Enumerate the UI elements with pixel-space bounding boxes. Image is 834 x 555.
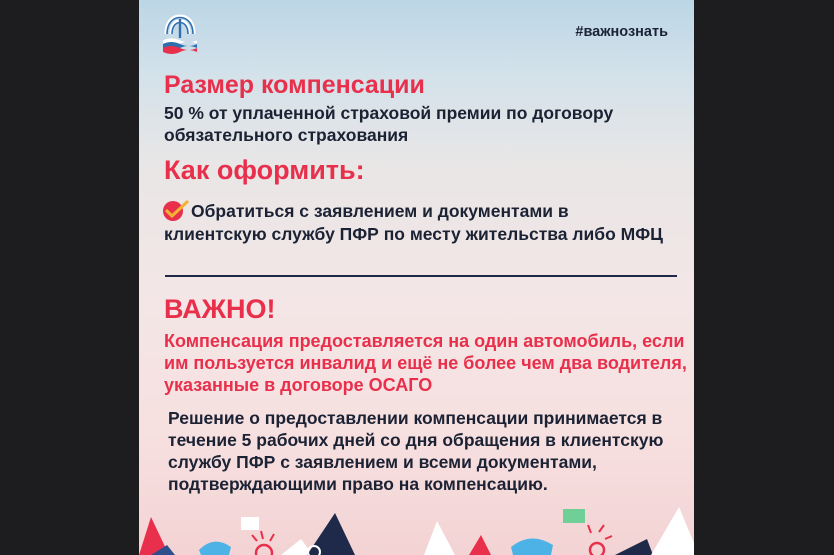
compensation-title: Размер компенсации bbox=[164, 71, 425, 99]
decision-text: Решение о предоставлении компенсации принимается в течение 5 рабочих дней со дня обращения в клиентскую службу ПФР с заявлением и всеми документами, подтверждающими право на компенсацию. bbox=[168, 408, 664, 494]
how-to-title: Как оформить: bbox=[164, 155, 365, 185]
important-text: Компенсация предоставляется на один автомобиль, если им пользуется инвалид и ещё не более чем два водителя, указанные в договоре ОСАГО bbox=[164, 331, 687, 395]
how-to-step-text: Обратиться с заявлением и документами в клиентскую службу ПФР по месту жительства либо МФЦ bbox=[164, 201, 663, 244]
section-divider bbox=[165, 275, 677, 277]
hashtag-label: #важнознать bbox=[575, 24, 668, 40]
important-title: ВАЖНО! bbox=[164, 294, 276, 324]
decorative-shapes bbox=[139, 495, 694, 555]
pfr-logo-icon bbox=[157, 10, 203, 56]
compensation-text: 50 % от уплаченной страховой премии по договору обязательного страхования bbox=[164, 103, 614, 145]
info-card bbox=[139, 0, 694, 555]
